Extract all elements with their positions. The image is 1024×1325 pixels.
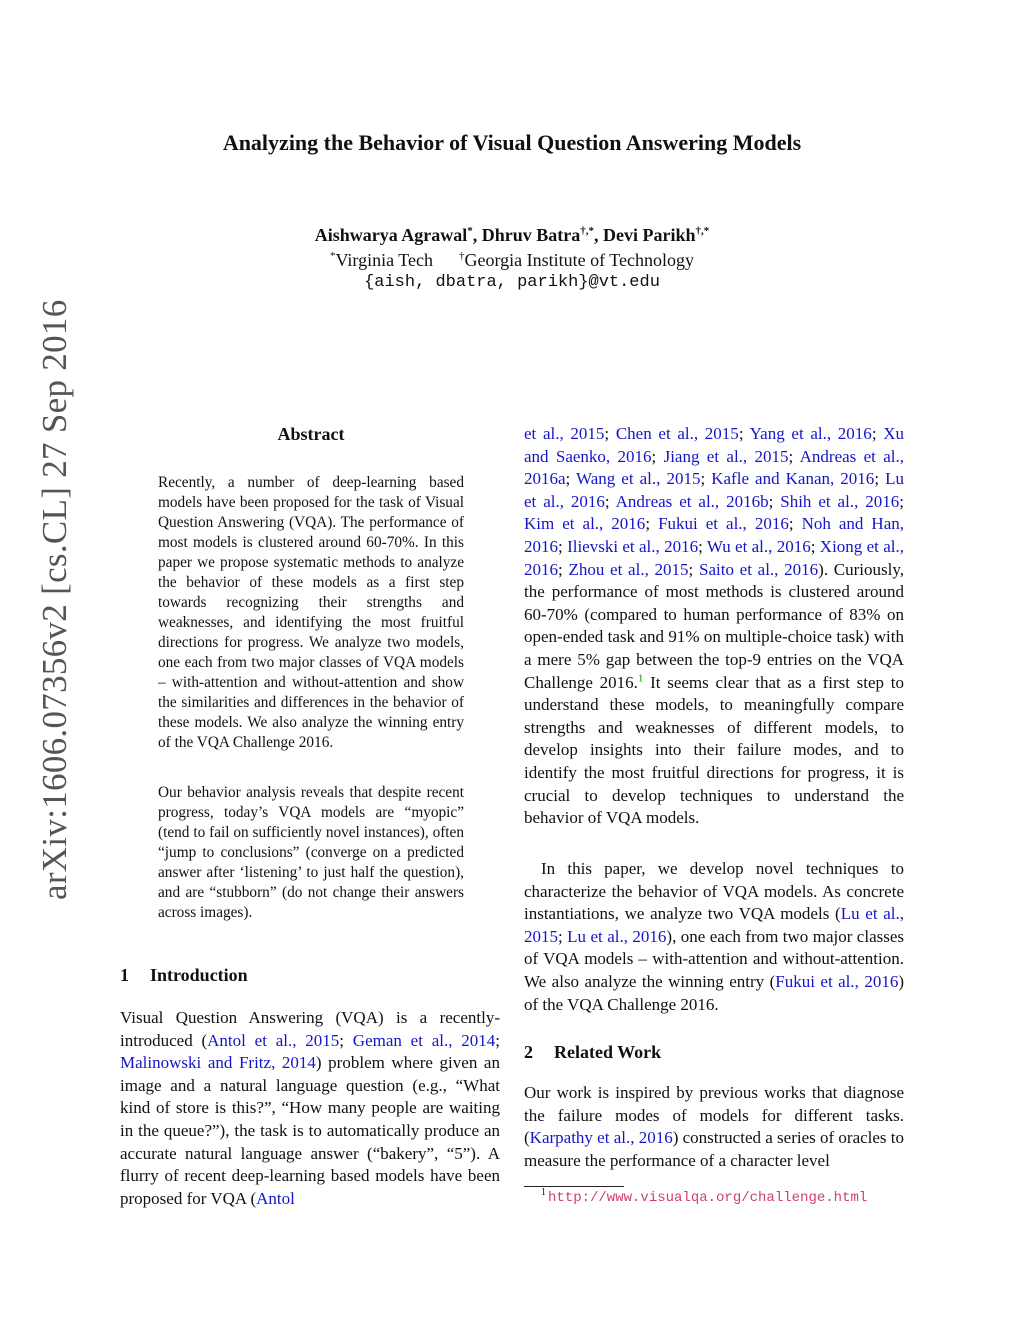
citation-link[interactable]: Zhou et al., 2015 <box>568 559 689 579</box>
abstract-paragraph <box>158 783 464 923</box>
footnote-number: 1 <box>541 1187 546 1199</box>
footnote-url-link[interactable]: http://www.visualqa.org/challenge.html <box>548 1190 868 1206</box>
citation-link[interactable]: Antol et al., 2015 <box>207 1030 340 1050</box>
citation-link[interactable]: Chen et al., 2015 <box>615 424 739 443</box>
affiliation-mark: † <box>458 250 465 262</box>
affiliation-virginia-tech: Virginia Tech <box>335 250 433 270</box>
footnote-reference[interactable]: 1 <box>637 671 644 684</box>
citation-link[interactable]: Ilievski et al., 2016 <box>567 536 699 556</box>
citation-link[interactable]: Jiang et al., 2015 <box>663 446 789 466</box>
author-separator: , <box>472 225 482 245</box>
footnote-divider <box>524 1186 624 1187</box>
author-separator: , <box>594 225 603 245</box>
author-affiliation-mark: * <box>467 225 473 237</box>
introduction-paragraph-continued: et al., 2015; Chen et al., 2015; Yang et al., 2016; Xu and Saenko, 2016; Jiang et al., 2015; Andreas et al., 2016a; Wang et al., 2015; Kafle and Kanan, 2016; Lu et al., 2016; Andreas et al., 2016b; Shih et al., 2016; Kim et al., 2016; Fukui et al., 2016; Noh and Han, 2016; Ilievski et al., 2016; Wu et al., 2016; Xiong et al., 2016; Zhou et al., 2015; Saito et al., 2016). Curiously, the performance of most methods is clustered around 60-70% (compared to human performance of 83% on open-ended task and 91% on multiple-choice task) with a mere 5% gap between the top-9 entries on the VQA Challenge 2016.$^1$ It seems clear that as a first step to understand these models, to meaningfully compare strengths and weaknesses of different models, to develop insights into their failure modes, and to identify the most fruitful directions for progress, it is crucial to develop techniques to understand the behavior of VQA models. <box>524 424 905 828</box>
author-emails: {aish, dbatra, parikh}@vt.edu <box>364 273 660 292</box>
body-text: ) of the VQA Challenge 2016. <box>524 971 905 1014</box>
citation-link[interactable]: Lu et al., 2016 <box>567 926 667 946</box>
citation-link[interactable]: Shih et al., 2016 <box>780 491 900 511</box>
footnote <box>541 1187 868 1206</box>
citation-link[interactable]: Xiong et al., 2016 <box>524 536 904 579</box>
body-text: ), one each from two major classes of VQA models – with-attention and without-attention. We also analyze the winning entry ( <box>524 926 905 991</box>
body-text: ) problem where given an image and a natural language question (e.g., “What kind of store is this?”, “How many people are waiting in the queue?”), the task is to automatically produce an accurate natural language answer (“bakery”, “5”). A flurry of recent deep-learning based models have been proposed for VQA ( <box>120 1053 500 1208</box>
citation-link[interactable]: Andreas et al., 2016b <box>615 491 769 511</box>
body-text: Visual Question Answering (VQA) is a recently-introduced ( <box>120 1008 500 1050</box>
citation-link[interactable]: Andreas et al., 2016a <box>524 446 904 489</box>
section-heading-introduction <box>120 965 248 986</box>
section-number: 2 <box>524 1042 533 1062</box>
introduction-paragraph: In this paper, we develop novel techniques to characterize the behavior of VQA models. As concrete instantiations, we analyze two VQA models (Lu et al., 2015; Lu et al., 2016), one each from two major classes of VQA models – with-attention and without-attention. We also analyze the winning entry (Fukui et al., 2016) of the VQA Challenge 2016. <box>524 859 905 1014</box>
section-title: Related Work <box>554 1042 662 1062</box>
citation-link[interactable]: Geman et al., 2014 <box>352 1030 496 1050</box>
section-heading-related-work <box>524 1042 661 1063</box>
author-name: Dhruv Batra <box>481 225 581 245</box>
related-work-paragraph <box>524 1082 904 1172</box>
citation-link[interactable]: Yang et al., 2016 <box>749 424 872 443</box>
body-text: ). Curiously, the performance of most methods is clustered around 60-70% (compared to human performance of 83% on open-ended task and 91% on multiple-choice task) with a mere 5% gap between the top-9 entries on the VQA Challenge 2016. <box>524 559 904 692</box>
abstract-heading: Abstract <box>277 424 345 444</box>
citation-link[interactable]: Saito et al., 2016 <box>699 559 819 579</box>
citation-link[interactable]: Kafle and Kanan, 2016 <box>711 469 875 489</box>
author-list <box>0 225 1024 246</box>
introduction-paragraph: Visual Question Answering (VQA) is a recently-introduced (Antol et al., 2015; Geman et al., 2014; Malinowski and Fritz, 2014) problem where given an image and a natural language question (e.g., “What kind of store is this?”, “How many people are waiting in the queue?”), the task is to automatically produce an accurate natural language answer (“bakery”, “5”). A flurry of recent deep-learning based models have been proposed for VQA (Antol <box>120 1008 501 1208</box>
citation-link[interactable]: Lu et al., 2016 <box>524 469 904 511</box>
section-number: 1 <box>120 965 129 985</box>
body-text: Our work is inspired by previous works that diagnose the failure modes of models for different tasks. ( <box>524 1083 904 1148</box>
abstract-text: Our behavior analysis reveals that despite recent progress, today’s VQA models are “myopic” (tend to fail on sufficiently novel instances), often “jump to conclusions” (converge on a predicted answer after ‘listening’ to just half the question), and are “stubborn” (do not change their answers across images). <box>158 784 464 921</box>
affiliation-mark: * <box>329 250 336 262</box>
author-name: Aishwarya Agrawal <box>314 225 468 245</box>
citation-link[interactable]: Wang et al., 2015 <box>576 469 701 489</box>
abstract-text: Recently, a number of deep-learning based models have been proposed for the task of Visual Question Answering (VQA). The performance of most models is clustered around 60-70%. In this paper we propose systematic methods to analyze the behavior of these models as a first step towards recognizing their strengths and weaknesses, and identifying the most fruitful directions for progress. We analyze two models, one each from two major classes of VQA models – with-attention and without-attention and show the similarities and differences in the behavior of these models. We also analyze the winning entry of the VQA Challenge 2016. <box>158 474 464 751</box>
affiliations <box>0 250 1024 271</box>
author-name: Devi Parikh <box>603 225 696 245</box>
body-text: ) constructed a series of oracles to measure the performance of a character level <box>524 1128 905 1170</box>
author-affiliation-mark: †,* <box>695 225 710 237</box>
citation-link[interactable]: Noh and Han, 2016 <box>524 514 905 556</box>
citation-link[interactable]: Kim et al., 2016 <box>524 514 646 534</box>
abstract-paragraph <box>158 473 464 753</box>
author-affiliation-mark: †,* <box>580 225 594 237</box>
citation-link[interactable]: Fukui et al., 2016 <box>775 971 899 991</box>
paper-title: Analyzing the Behavior of Visual Question Answering Models <box>222 130 802 155</box>
citation-link[interactable]: Karpathy et al., 2016 <box>529 1128 673 1148</box>
citation-link[interactable]: Wu et al., 2016 <box>706 536 811 556</box>
citation-link[interactable]: Xu and Saenko, 2016 <box>524 424 905 466</box>
section-title: Introduction <box>150 965 248 985</box>
citation-link[interactable]: Malinowski and Fritz, 2014 <box>120 1053 316 1073</box>
affiliation-georgia-tech: Georgia Institute of Technology <box>464 250 694 270</box>
body-text: It seems clear that as a first step to understand these models, to meaningfully compare strengths and weaknesses of different models, to develop insights into their failure modes, and to identify the most fruitful directions for progress, it is crucial to develop techniques to understand the behavior of VQA models. <box>524 672 904 828</box>
citation-link[interactable]: et al., 2015 <box>524 424 605 443</box>
citation-link[interactable]: Lu et al., 2015 <box>524 904 905 946</box>
citation-link[interactable]: Antol <box>256 1188 295 1208</box>
body-text: In this paper, we develop novel techniques to characterize the behavior of VQA models. As concrete instantiations, we analyze two VQA models ( <box>524 859 904 924</box>
arxiv-identifier[interactable]: arXiv:1606.07356v2 [cs.CL] 27 Sep 2016 <box>35 299 74 900</box>
citation-link[interactable]: Fukui et al., 2016 <box>658 514 789 534</box>
